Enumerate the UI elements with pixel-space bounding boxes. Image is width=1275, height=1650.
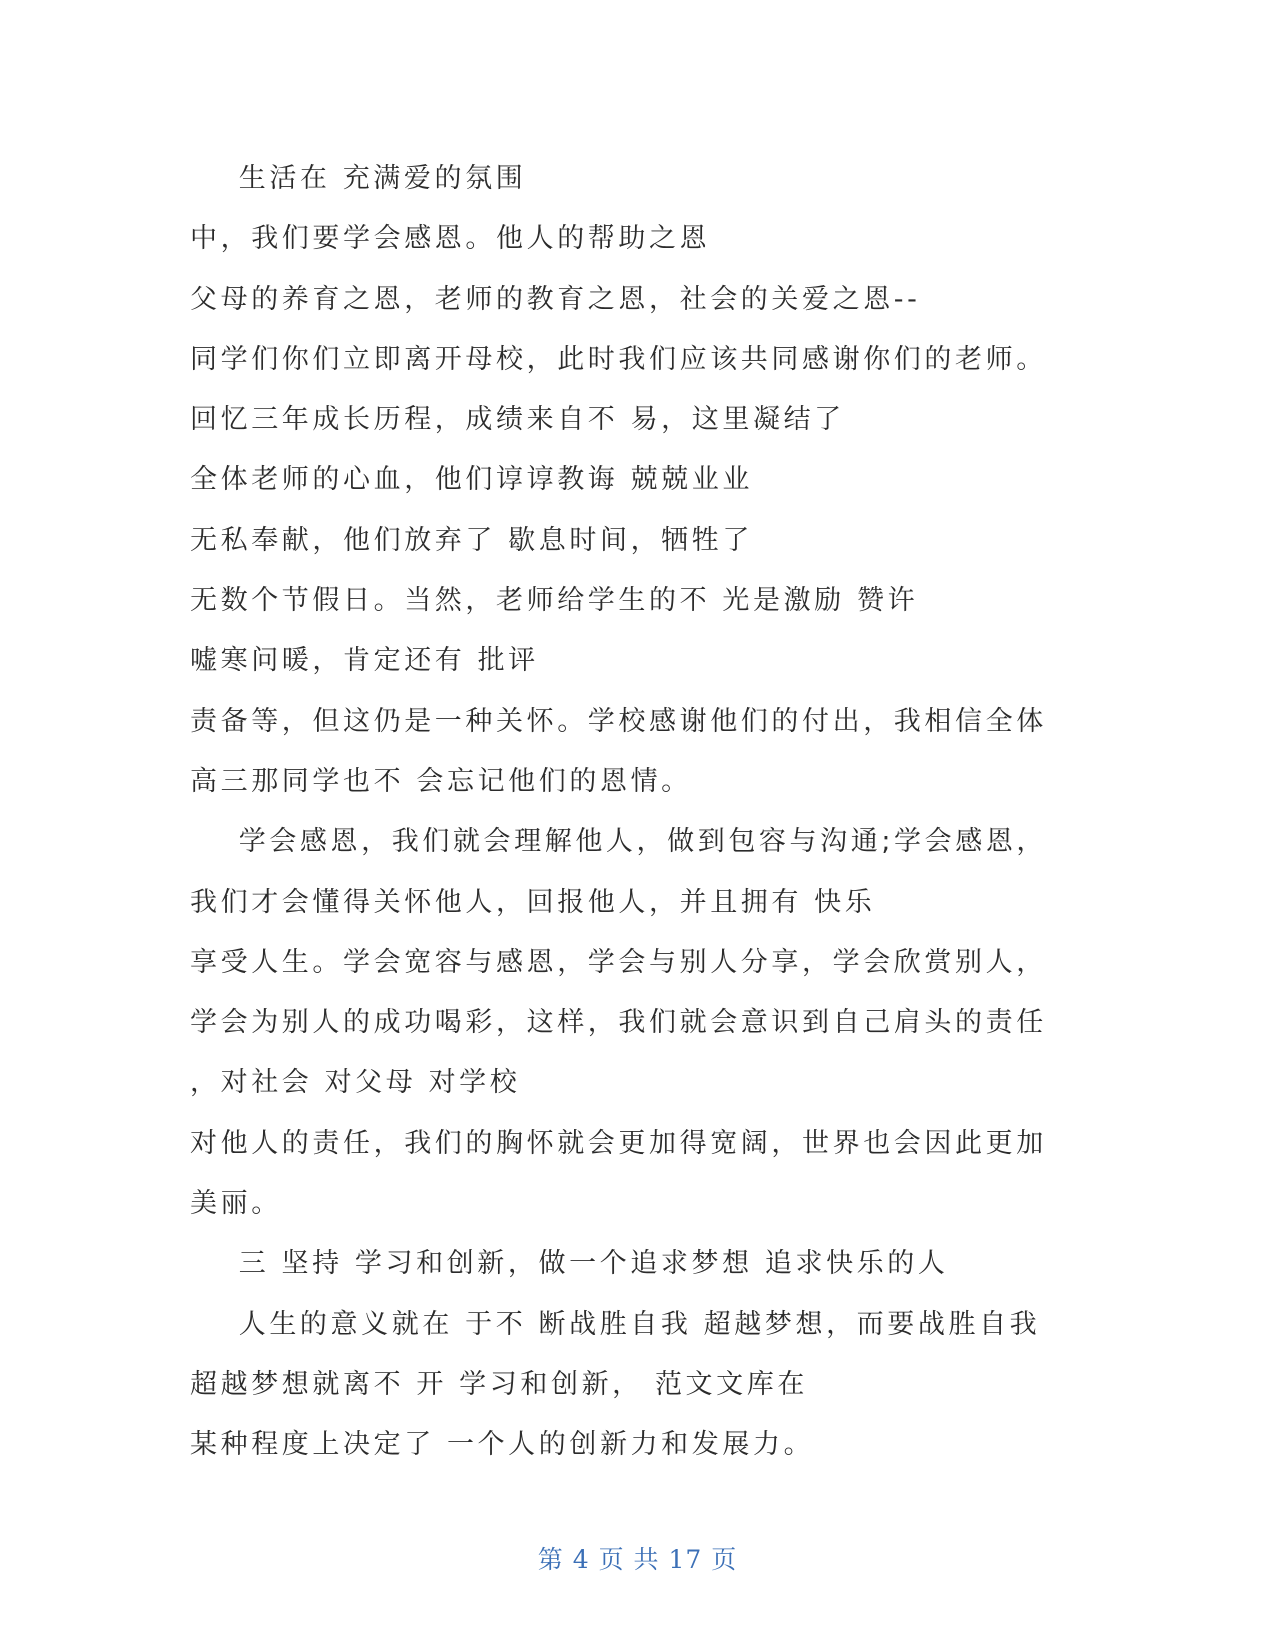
text-line: 我们才会懂得关怀他人，回报他人，并且拥有 快乐 [190, 886, 876, 918]
text-line: 超越梦想就离不 开 学习和创新， 范文文库在 [190, 1368, 808, 1400]
text-line: 生活在 充满爱的氛围 [190, 163, 527, 194]
text-line: 回忆三年成长历程，成绩来自不 易，这里凝结了 [190, 404, 845, 436]
text-line: 学会为别人的成功喝彩，这样，我们就会意识到自己肩头的责任 [190, 1007, 1047, 1039]
text-line: 三 坚持 学习和创新，做一个追求梦想 追求快乐的人 [190, 1248, 949, 1280]
text-line: 父母的养育之恩，老师的教育之恩，社会的关爱之恩-- [190, 283, 921, 315]
text-line: 美丽。 [190, 1188, 282, 1220]
text-line: 人生的意义就在 于不 断战胜自我 超越梦想，而要战胜自我 [190, 1308, 1041, 1340]
text-line: 学会感恩，我们就会理解他人，做到包容与沟通;学会感恩， [190, 826, 1048, 858]
text-line: 某种程度上决定了 一个人的创新力和发展力。 [190, 1429, 815, 1461]
text-line: 同学们你们立即离开母校，此时我们应该共同感谢你们的老师。 [190, 343, 1047, 375]
text-line: 享受人生。学会宽容与感恩，学会与别人分享，学会欣赏别人， [190, 946, 1047, 978]
text-line: 中，我们要学会感恩。他人的帮助之恩 [190, 223, 711, 255]
text-line: 嘘寒问暖，肯定还有 批评 [190, 645, 539, 677]
text-line: 对他人的责任，我们的胸怀就会更加得宽阔，世界也会因此更加 [190, 1127, 1047, 1159]
text-line: 高三那同学也不 会忘记他们的恩情。 [190, 765, 692, 797]
text-line: ，对社会 对父母 对学校 [190, 1067, 521, 1099]
page-number-footer: 第 4 页 共 17 页 [537, 1545, 738, 1574]
text-line: 责备等，但这仍是一种关怀。学校感谢他们的付出，我相信全体 [190, 705, 1047, 737]
text-line: 全体老师的心血，他们谆谆教诲 兢兢业业 [190, 464, 753, 496]
text-line: 无私奉献，他们放弃了 歇息时间，牺牲了 [190, 524, 753, 556]
document-body [190, 149, 1090, 1476]
text-line: 无数个节假日。当然，老师给学生的不 光是激励 赞许 [190, 585, 919, 617]
